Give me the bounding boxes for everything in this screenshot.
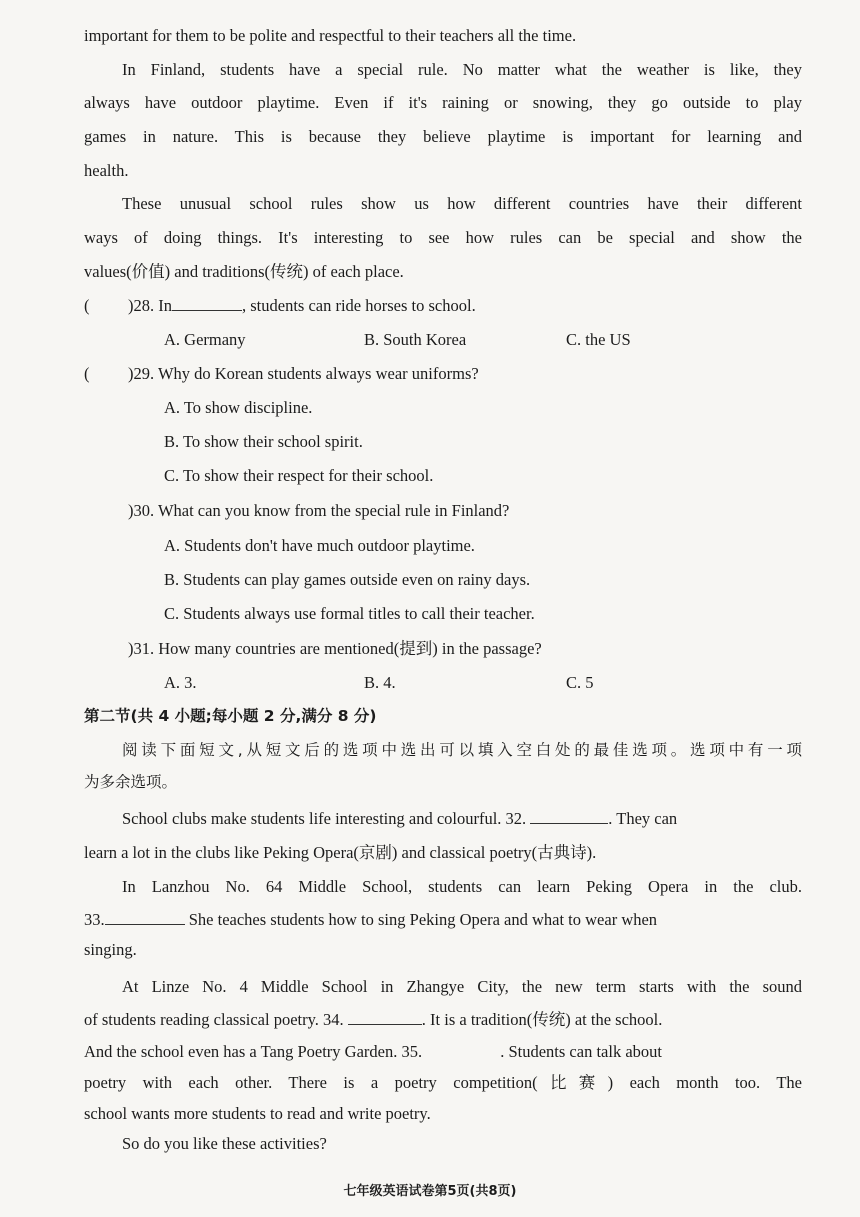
- option-a: A. To show discipline.: [164, 398, 313, 417]
- instruction-line: 为多余选项。: [84, 773, 178, 791]
- option-b: B. Students can play games outside even on rainy days.: [164, 570, 531, 589]
- answer-blank-35: [426, 1042, 500, 1057]
- passage-line: These unusual school rules show us how different countries have their different: [122, 194, 802, 213]
- cloze-line: of students reading classical poetry. 34. . It is a tradition(传统) at the school.: [84, 1010, 663, 1029]
- cloze-line: In Lanzhou No. 64 Middle School, students can learn Peking Opera in the club.: [122, 877, 802, 896]
- option-b: B. To show their school spirit.: [164, 432, 363, 451]
- cloze-line: At Linze No. 4 Middle School in Zhangye City, the new term starts with the sound: [122, 977, 802, 996]
- passage-line: In Finland, students have a special rule. No matter what the weather is like, they: [122, 60, 802, 79]
- cloze-line: singing.: [84, 940, 137, 959]
- page-footer: 七年级英语试卷第5页(共8页): [343, 1184, 517, 1199]
- section-heading: 第二节(共 4 小题;每小题 2 分,满分 8 分): [84, 707, 377, 725]
- cloze-line: So do you like these activities?: [122, 1134, 327, 1153]
- answer-blank: [172, 296, 242, 311]
- option-b: B. South Korea: [364, 330, 467, 349]
- cloze-line: And the school even has a Tang Poetry Garden. 35. . Students can talk about: [84, 1042, 662, 1061]
- passage-line: ways of doing things. It's interesting to see how rules can be special and show the: [84, 228, 802, 247]
- cloze-line: School clubs make students life interesting and colourful. 32. . They can: [122, 809, 678, 828]
- option-b: B. 4.: [364, 673, 396, 692]
- answer-blank-32: [530, 809, 608, 824]
- option-c: C. 5: [566, 673, 594, 692]
- answer-blank-34: [348, 1010, 422, 1025]
- option-a: A. Students don't have much outdoor playtime.: [164, 536, 475, 555]
- option-c: C. To show their respect for their school.: [164, 466, 434, 485]
- passage-line: always have outdoor playtime. Even if it's raining or snowing, they go outside to play: [84, 93, 802, 112]
- passage-line: health.: [84, 161, 129, 180]
- cloze-line: 33. She teaches students how to sing Peking Opera and what to wear when: [84, 910, 658, 929]
- option-a: A. 3.: [164, 673, 197, 692]
- passage-line: values(价值) and traditions(传统) of each place.: [84, 262, 404, 281]
- option-a: A. Germany: [164, 330, 246, 349]
- instruction-line: 阅读下面短文,从短文后的选项中选出可以填入空白处的最佳选项。选项中有一项: [122, 741, 802, 759]
- question-28: [84, 296, 90, 316]
- answer-blank-33: [105, 910, 185, 925]
- question-29-stem: )29. Why do Korean students always wear uniforms?: [128, 364, 479, 383]
- question-30-stem: )30. What can you know from the special rule in Finland?: [128, 501, 510, 520]
- question-28-stem: )28. In , students can ride horses to school.: [128, 296, 476, 315]
- cloze-line: poetry with each other. There is a poetry competition(比赛) each month too. The: [84, 1073, 802, 1092]
- cloze-line: learn a lot in the clubs like Peking Opera(京剧) and classical poetry(古典诗).: [84, 843, 597, 862]
- passage-line: important for them to be polite and respectful to their teachers all the time.: [84, 26, 577, 45]
- question-31-stem: )31. How many countries are mentioned(提到) in the passage?: [128, 639, 542, 658]
- passage-line: games in nature. This is because they believe playtime is important for learning and: [84, 127, 802, 146]
- answer-bracket: (: [84, 296, 90, 315]
- option-c: C. the US: [566, 330, 631, 349]
- cloze-line: school wants more students to read and write poetry.: [84, 1104, 431, 1123]
- option-c: C. Students always use formal titles to call their teacher.: [164, 604, 535, 623]
- answer-bracket: (: [84, 364, 90, 383]
